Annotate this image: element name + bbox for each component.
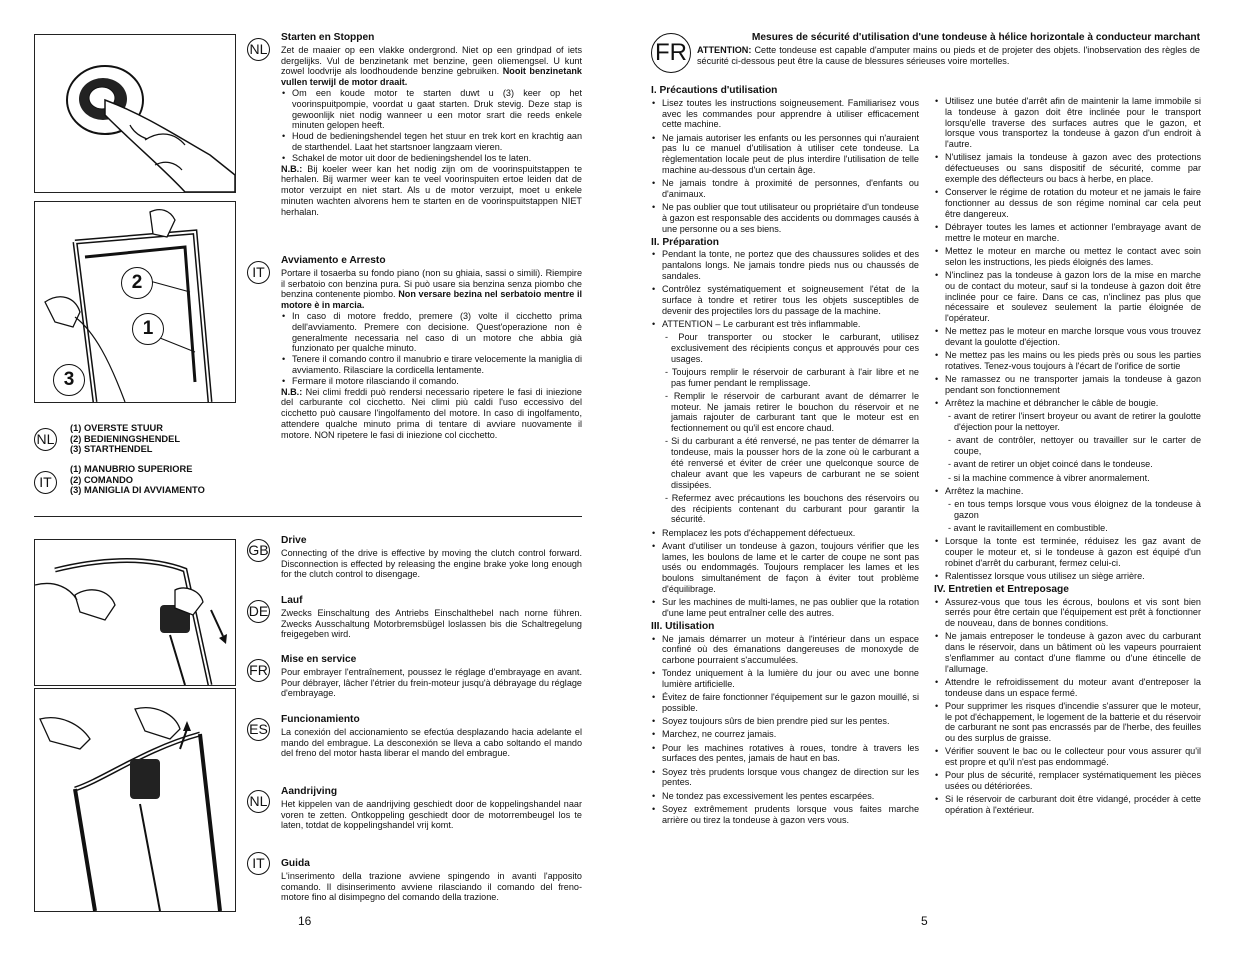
list-item: • Arrêtez la machine et débrancher le câble de bougie.	[934, 398, 1201, 409]
list-item: • Conserver le régime de rotation du moteur et ne jamais le faire fonctionner au dessus de son régime nominal car cela peut être dangereux.	[934, 187, 1201, 219]
list-item: • Avant d'utiliser un tondeuse à gazon, toujours vérifier que les lames, les boulons de lame et le carter de coupe ne sont pas usés ou endommagés. Toujours remplacer les lames et les boulons simultanément de façon à éviter tout problème d'équilibrage.	[651, 541, 919, 595]
lang-badge-nl-drive: NL	[247, 790, 270, 813]
page-title: Mesures de sécurité d'utilisation d'une tondeuse à hélice horizontale à conducteur marchant	[751, 32, 1200, 43]
list-item: • Tenere il comando contro il manubrio e tirare velocemente la maniglia di avviamento. Rilasciare la cordicella lentamente.	[281, 354, 582, 376]
list-item: • Pour supprimer les risques d'incendie s'assurer que le moteur, le pot d'échappement, le logement de la batterie et du réservoir de carburant ne sont pas encrassés par de l'herbe, des feuilles ou des surplus de graisse.	[934, 701, 1201, 744]
primer-illustration	[34, 34, 236, 193]
list-item: • N'utilisez jamais la tondeuse à gazon avec des protections défectueuses ou sans dispositif de sécurité, comme par exemple des déflecteurs ou bacs à herbe, en place.	[934, 152, 1201, 184]
lang-badge-gb: GB	[247, 539, 270, 562]
list-subitem: - Remplir le réservoir de carburant avant de démarrer le moteur. Ne jamais retirer le bouchon du réservoir et ne jamais rajouter de carburant tant que le moteur est en fectionnement ou qu'il est encore chaud.	[665, 390, 919, 434]
list-item: • Ne jamais autoriser les enfants ou les personnes qui n'auraient pas lu ce manuel d'utilisation à utiliser cete tondeuse. La règlementation locale peut de plus interdire l'utilisation de telle machine au-dessous d'un certain âge.	[651, 133, 919, 176]
section-drive-nl: Aandrijving Het kippelen van de aandrijving geschiedt door de koppelingshandel naar voren te zetten. Ontkoppeling geschiedt door de motorrembeugel los te laten, totdat de koppelingshandel vrij komt.	[281, 786, 582, 831]
list-item: • Mettez le moteur en marche ou mettez le contact avec soin selon les instructions, les pieds éloignés des lames.	[934, 246, 1201, 268]
list-subitem: - avant de retirer un objet coincé dans le tondeuse.	[948, 459, 1153, 470]
callout-1: 1	[132, 313, 164, 345]
list-subitem: - Pour transporter ou stocker le carburant, utilisez exclusivement des récipients conçus et approuvés pour ces usages.	[665, 332, 919, 364]
list-item: • Ne tondez pas excessivement les pentes escarpées.	[651, 791, 919, 802]
list-item: • Pour les machines rotatives à roues, tondre à travers les surfaces des pentes, jamais de haut en bas.	[651, 743, 919, 765]
list-subitem: - avant le ravitaillement en combustible.	[948, 522, 1108, 533]
legend-nl: (1) OVERSTE STUUR (2) BEDIENINGSHENDEL (3) STARTHENDEL	[70, 423, 181, 455]
list-item: • Schakel de motor uit door de bedieningshendel los te laten.	[281, 153, 582, 164]
section-drive-it: Guida L'inserimento della trazione avviene spingendo in avanti l'apposito comando. Il disinserimento avviene rilasciando il comando del freno-motore fino al disimpegno del comando della trazione.	[281, 858, 582, 903]
list-subitem: - avant de retirer l'insert broyeur ou avant de retirer la goulotte d'éjection pour la nettoyer.	[948, 411, 1201, 433]
lang-badge-fr-main: FR	[651, 33, 691, 73]
list-subitem: - si la machine commence à vibrer anormalement.	[948, 472, 1150, 483]
list-item: • Sur les machines de multi-lames, ne pas oublier que la rotation d'une lame peut entraîner celle des autres.	[651, 597, 919, 619]
list-item: • Si le réservoir de carburant doit être vidangé, procéder à cette opération à l'extérieur.	[934, 794, 1201, 816]
list-item: • Tondez uniquement à la lumière du jour ou avec une bonne lumière artificielle.	[651, 668, 919, 690]
section-divider	[34, 516, 582, 517]
list-item: • Attendre le refroidissement du moteur avant d'entreposer la tondeuse dans un espace fermé.	[934, 677, 1201, 699]
list-subitem: - Si du carburant a été renversé, ne pas tenter de démarrer la tondeuse, mais la pousser hors de la zone où le carburant a été renversé et éviter de créer une quelconque source de chaleur avant que les vapeurs de carburant ne se soient dissipées.	[665, 436, 919, 490]
handle-illustration	[34, 201, 236, 403]
section-drive-fr: Mise en service Pour embrayer l'entraînement, poussez le réglage d'embrayage en avant. Pour débrayer, lâcher l'étrier du frein-moteur jusqu'à débrayage du réglage d'embrayage.	[281, 654, 582, 699]
list-subitem: - avant de contrôler, nettoyer ou travailler sur le carter de coupe,	[948, 435, 1201, 457]
lang-badge-nl-legend: NL	[34, 428, 57, 451]
list-item: • Soyez extrêmement prudents lorsque vous faites marche arrière ou tirez la tondeuse à gazon vers vous.	[651, 804, 919, 826]
list-item: • Ne mettez pas les mains ou les pieds près ou sous les parties rotatives. Tenez-vous toujours à l'écart de l'orifice de sortie	[934, 350, 1201, 372]
page-number-right: 5	[921, 914, 928, 928]
section-title: Starten en Stoppen	[281, 32, 375, 43]
lang-badge-nl: NL	[247, 38, 270, 61]
section-nl-start: Starten en Stoppen Zet de maaier op een vlakke ondergrond. Niet op een grindpad of iets dergelijks. Vul de benzinetank met benzine, geen oliemengsel. U kunt zowel loodvrije als loodhoudende benzine gebruiken. Nooit benzinetank vullen terwijl de motor draait. • Om een koude motor te starten duwt u (3) keer op het voorinspuitpompie, voordat u gaat starten. Druk stevig. Deze stap is gewoonlijk niet nodig wanneer u een motor srart die reeds enkele minuten gelopen heeft. • Houd de bedieningshendel tegen het stuur en trek kort en krachtig aan de starthendel. Laat het startsnoer langzaam vieren. • Schakel de motor uit door de bedieningshendel los te laten. N.B.: Bij koeler weer kan het nodig zijn om de voorinspuitstappen te herhalen. Bij warmer weer kan te veel voorinspuiten ertoe leiden dat de motor verzuipt en niet start. Als u de motor verzuipt, moet u enkele minuten wachten alvorens hem te starten en de voorinspuitstappen NIET herhalan.	[281, 33, 582, 218]
lang-badge-it: IT	[247, 261, 270, 284]
section-drive-gb: Drive Connecting of the drive is effective by moving the clutch control forward. Disconnection is effected by releasing the engine brake yoke long enough for the clutch control to disengage.	[281, 535, 582, 580]
list-item: • Marchez, ne courrez jamais.	[651, 729, 919, 740]
list-item: • Ralentissez lorsque vous utilisez un siège arrière.	[934, 571, 1201, 582]
lang-badge-it-drive: IT	[247, 852, 270, 875]
safety-header: Mesures de sécurité d'utilisation d'une tondeuse à hélice horizontale à conducteur marchant ATTENTION: Cette tondeuse est capable d'amputer mains ou pieds et de projeter des objets. l'inobservation des règles de sécurité ci-dessous peut être la cause de blessures sérieuses voire mortelles.	[697, 32, 1200, 66]
list-item: • N'inclinez pas la tondeuse à gazon lors de la mise en marche ou de contact du moteur, sauf si la tondeuse à gazon doit être inclinée pour ce faire. Dans ce cas, n'inclinez pas plus que nécessaire et soulevez seulement la partie éloignée de l'opérateur.	[934, 270, 1201, 324]
list-item: • Soyez toujours sûrs de bien prendre pied sur les pentes.	[651, 716, 919, 727]
list-subitem: - Toujours remplir le réservoir de carburant à l'air libre et ne pas fumer pendant le remplissage.	[665, 366, 919, 388]
lang-badge-de: DE	[247, 600, 270, 623]
safety-column-2: • Utilisez une butée d'arrêt afin de maintenir la lame immobile si la tondeuse à gazon doit être inclinée pour le transport lorsqu'elle traverse des surfaces autres que le gazon, et lorsque vous transportez la tondeuse à gazon d'un endroit à l'autre. • N'utilisez jamais la tondeuse à gazon avec des protections défectueuses ou sans dispositif de sécurité, comme par exemple des déflecteurs ou bacs à herbe, en place. • Conserver le régime de rotation du moteur et ne jamais le faire fonctionner au dessus de son régime nominal car cela peut être dangereux. • Débrayer toutes les lames et actionner l'embrayage avant de mettre le moteur en marche. • Mettez le moteur en marche ou mettez le contact avec soin selon les instructions, les pieds éloignés des lames. • N'inclinez pas la tondeuse à gazon lors de la mise en marche ou de contact du moteur, sauf si la tondeuse à gazon doit être inclinée pour ce faire. Dans ce cas, n'inclinez pas plus que nécessaire et soulevez seulement la partie éloignée de l'opérateur. • Ne mettez pas le moteur en marche lorsque vous vous trouvez devant la goulotte d'éjection. • Ne mettez pas les mains ou les pieds près ou sous les parties rotatives. Tenez-vous toujours à l'écart de l'orifice de sortie • Ne ramassez ou ne transporter jamais la tondeuse à gazon pendant son fonctionnement • Arrêtez la machine et débrancher le câble de bougie. - avant de retirer l'insert broyeur ou avant de retirer la goulotte d'éjection pour la nettoyer. - avant de contrôler, nettoyer ou travailler sur le carter de coupe, - avant de retirer un objet coincé dans le tondeuse. - si la machine commence à vibrer anormalement. • Arrêtez la machine. - en tous temps lorsque vous vous éloignez de la tondeuse à gazon - avant le ravitaillement en combustible. • Lorsque la tonte est terminée, réduisez les gaz avant de couper le moteur et, si le tondeuse à gazon est équipé d'un robinet d'arrêt du carburant, fermez celui-ci. • Ralentissez lorsque vous utilisez un siège arrière. IV. Entretien et Entreposage • Assurez-vous que tous les écrous, boulons et vis sont bien serrés pour être certain que l'équipement est prêt à fonctionner de nouveau, dans de bonnes conditions. • Ne jamais entreposer le tondeuse à gazon avec du carburant dans le réservoir, dans un bâtiment où les vapeurs pourraient s'enflammer au contact d'une flamme ou d'une étincelle de l'allumage. • Attendre le refroidissement du moteur avant d'entreposer la tondeuse dans un espace fermé. • Pour supprimer les risques d'incendie s'assurer que le moteur, le pot d'échappement, le logement de la batterie et du réservoir de carburant ne sont pas encrassés par de l'herbe, des feuilles ou des surplus de graisse. • Vérifier souvent le bac ou le collecteur pour vous assurer qu'il est propre et qu'il n'est pas endommagé. • Pour plus de sécurité, remplacer systématiquement les pièces usées ou détériorées. • Si le réservoir de carburant doit être vidangé, procéder à cette opération à l'extérieur.	[934, 96, 1201, 818]
list-item: • Ne pas oublier que tout utilisateur ou propriétaire d'un tondeuse à gazon est responsable des accidents ou dommages causés à une personne ou a ses biens.	[651, 202, 919, 234]
drive-engage-illustration	[34, 539, 236, 686]
list-item: • In caso di motore freddo, premere (3) volte il cicchetto prima dell'avviamento. Premere con decisione. Quest'operazione non è generalmente necessaria nel caso di un motore che abbia già funzionato per qualche minuto.	[281, 311, 582, 354]
section-drive-de: Lauf Zwecks Einschaltung des Antriebs Einschalthebel nach norne führen. Zwecks Ausschaltung Motorbremsbügel loslassen bis die Schaltregelung freigegeben wird.	[281, 595, 582, 640]
callout-3: 3	[53, 364, 85, 396]
list-item: • Ne ramassez ou ne transporter jamais la tondeuse à gazon pendant son fonctionnement	[934, 374, 1201, 396]
list-item: • Soyez très prudents lorsque vous changez de direction sur les pentes.	[651, 767, 919, 789]
list-item: • Fermare il motore rilasciando il comando.	[281, 376, 582, 387]
list-item: • Arrêtez la machine.	[934, 486, 1201, 497]
legend-it: (1) MANUBRIO SUPERIORE (2) COMANDO (3) MANIGLIA DI AVVIAMENTO	[70, 464, 205, 496]
list-item: • Ne jamais tondre à proximité de personnes, d'enfants ou d'animaux.	[651, 178, 919, 200]
list-item: • Ne mettez pas le moteur en marche lorsque vous vous trouvez devant la goulotte d'éjection.	[934, 326, 1201, 348]
list-item: • Pour plus de sécurité, remplacer systématiquement les pièces usées ou détériorées.	[934, 770, 1201, 792]
callout-2: 2	[121, 267, 153, 299]
list-item: • Vérifier souvent le bac ou le collecteur pour vous assurer qu'il est propre et qu'il n'est pas endommagé.	[934, 746, 1201, 768]
list-item: • Assurez-vous que tous les écrous, boulons et vis sont bien serrés pour être certain que l'équipement est prêt à fonctionner de nouveau, dans de bonnes conditions.	[934, 597, 1201, 629]
page-number-left: 16	[298, 914, 312, 928]
lang-badge-fr: FR	[247, 659, 270, 682]
list-item: • Om een koude motor te starten duwt u (3) keer op het voorinspuitpompie, voordat u gaat starten. Druk stevig. Deze stap is gewoonlijk niet nodig wanneer u een motor srart die reeds enkele minuten gelopen heeft.	[281, 88, 582, 131]
list-item: • Ne jamais démarrer un moteur à l'intérieur dans un espace confiné où des émanations dangereuses de monoxyde de carbone pourraient s'accumulées.	[651, 634, 919, 666]
list-item: • Contrôlez systématiquement et soigneusement l'état de la surface à tondre et retirer tous les objets susceptibles de devenir des projectiles lors du passage de la machine.	[651, 284, 919, 316]
list-item: • ATTENTION – Le carburant est très inflammable.	[651, 319, 919, 330]
drive-disengage-illustration	[34, 688, 236, 912]
lang-badge-it-legend: IT	[34, 471, 57, 494]
list-item: • Lorsque la tonte est terminée, réduisez les gaz avant de couper le moteur et, si le tondeuse à gazon est équipé d'un robinet d'arrêt du carburant, fermez celui-ci.	[934, 536, 1201, 568]
list-item: • Évitez de faire fonctionner l'équipement sur le gazon mouillé, si possible.	[651, 692, 919, 714]
lang-badge-es: ES	[247, 718, 270, 741]
list-item: • Lisez toutes les instructions soigneusement. Familiarisez vous avec les commandes pour apprendre à utiliser efficacement cette machine.	[651, 98, 919, 130]
list-item: • Pendant la tonte, ne portez que des chaussures solides et des pantalons longs. Ne jamais tondre pieds nus ou chaussés de sandales.	[651, 249, 919, 281]
list-item: • Débrayer toutes les lames et actionner l'embrayage avant de mettre le moteur en marche.	[934, 222, 1201, 244]
list-item: • Ne jamais entreposer le tondeuse à gazon avec du carburant dans le réservoir, dans un bâtiment où les vapeurs pourraient s'enflammer au contact d'une flamme ou d'une étincelle de l'allumage.	[934, 631, 1201, 674]
list-item: • Remplacez les pots d'échappement défectueux.	[651, 528, 919, 539]
list-subitem: - Refermez avec précautions les bouchons des réservoirs ou des récipients contenant du carburant pour garantir la sécurité.	[665, 492, 919, 525]
list-item: • Houd de bedieningshendel tegen het stuur en trek kort en krachtig aan de starthendel. Laat het startsnoer langzaam vieren.	[281, 131, 582, 153]
section-it-start: Avviamento e Arresto Portare il tosaerba su fondo piano (non su ghiaia, sassi o simili). Riempire il serbatoio con benzina pura. Si può usare sia benzina senza piombo che benzina contenente piombo. Non versare bezina nel serbatoio mentre il motore è in marcia. • In caso di motore freddo, premere (3) volte il cicchetto prima dell'avviamento. Premere con decisione. Quest'operazione non è generalmente necessaria nel caso di un motore che abbia già funzionato per qualche minuto. • Tenere il comando contro il manubrio e tirare velocemente la maniglia di avviamento. Rilasciare la cordicella lentamente. • Fermare il motore rilasciando il comando. N.B.: Nei climi freddi può rendersi necessario ripetere le fasi di iniezione del carburante col cicchetto. Nei climi più caldi l'uso eccessivo del cicchetto può causare l'ingolfamento del motore. In caso di ingolfamento, attendere qualche minuto prima di tentare di avviare nuovamente il motore. NON ripetere le fasi di iniezione col cicchetto.	[281, 256, 582, 441]
list-item: • Utilisez une butée d'arrêt afin de maintenir la lame immobile si la tondeuse à gazon doit être inclinée pour le transport lorsqu'elle traverse des surfaces autres que le gazon, et lorsque vous transportez la tondeuse à gazon d'un endroit à l'autre.	[934, 96, 1201, 150]
safety-column-1: I. Précautions d'utilisation • Lisez toutes les instructions soigneusement. Familiarisez vous avec les commandes pour apprendre à utiliser efficacement cette machine. • Ne jamais autoriser les enfants ou les personnes qui n'auraient pas lu ce manuel d'utilisation à utiliser cete tondeuse. La règlementation locale peut de plus interdire l'utilisation de telle machine au-dessous d'un certain âge. • Ne jamais tondre à proximité de personnes, d'enfants ou d'animaux. • Ne pas oublier que tout utilisateur ou propriétaire d'un tondeuse à gazon est responsable des accidents ou dommages causés à une personne ou a ses biens. II. Préparation • Pendant la tonte, ne portez que des chaussures solides et des pantalons longs. Ne jamais tondre pieds nus ou chaussés de sandales. • Contrôlez systématiquement et soigneusement l'état de la surface à tondre et retirer tous les objets susceptibles de devenir des projectiles lors du passage de la machine. • ATTENTION – Le carburant est très inflammable. - Pour transporter ou stocker le carburant, utilisez exclusivement des récipients conçus et approuvés pour ces usages. - Toujours remplir le réservoir de carburant à l'air libre et ne pas fumer pendant le remplissage. - Remplir le réservoir de carburant avant de démarrer le moteur. Ne jamais retirer le bouchon du réservoir et ne jamais rajouter de carburant tant que le moteur est en fectionnement ou qu'il est encore chaud. - Si du carburant a été renversé, ne pas tenter de démarrer la tondeuse, mais la pousser hors de la zone où le carburant a été renversé et éviter de créer une quelconque source de chaleur avant que les vapeurs de carburant ne se soient dissipées. - Refermez avec précautions les bouchons des réservoirs ou des récipients contenant du carburant pour garantir la sécurité. • Remplacez les pots d'échappement défectueux. • Avant d'utiliser un tondeuse à gazon, toujours vérifier que les lames, les boulons de lame et le carter de coupe ne sont pas usés ou endommagés. Toujours remplacer les lames et les boulons simultanément de façon à éviter tout problème d'équilibrage. • Sur les machines de multi-lames, ne pas oublier que la rotation d'une lame peut entraîner celle des autres. III. Utilisation • Ne jamais démarrer un moteur à l'intérieur dans un espace confiné où des émanations dangereuses de monoxyde de carbone pourraient s'accumulées. • Tondez uniquement à la lumière du jour ou avec une bonne lumière artificielle. • Évitez de faire fonctionner l'équipement sur le gazon mouillé, si possible. • Soyez toujours sûrs de bien prendre pied sur les pentes. • Marchez, ne courrez jamais. • Pour les machines rotatives à roues, tondre à travers les surfaces des pentes, jamais de haut en bas. • Soyez très prudents lorsque vous changez de direction sur les pentes. • Ne tondez pas excessivement les pentes escarpées. • Soyez extrêmement prudents lorsque vous faites marche arrière ou tirez la tondeuse à gazon vers vous.	[651, 83, 919, 828]
list-subitem: - en tous temps lorsque vous vous éloignez de la tondeuse à gazon	[948, 498, 1201, 520]
section-drive-es: Funcionamiento La conexión del accionamiento se efectúa desplazando hacia adelante el mando del embrague. La desconexión se lleva a cabo soltando el mando del freno del motor hasta liberar el mando del embrague.	[281, 714, 582, 759]
section-title: Avviamento e Arresto	[281, 255, 386, 266]
